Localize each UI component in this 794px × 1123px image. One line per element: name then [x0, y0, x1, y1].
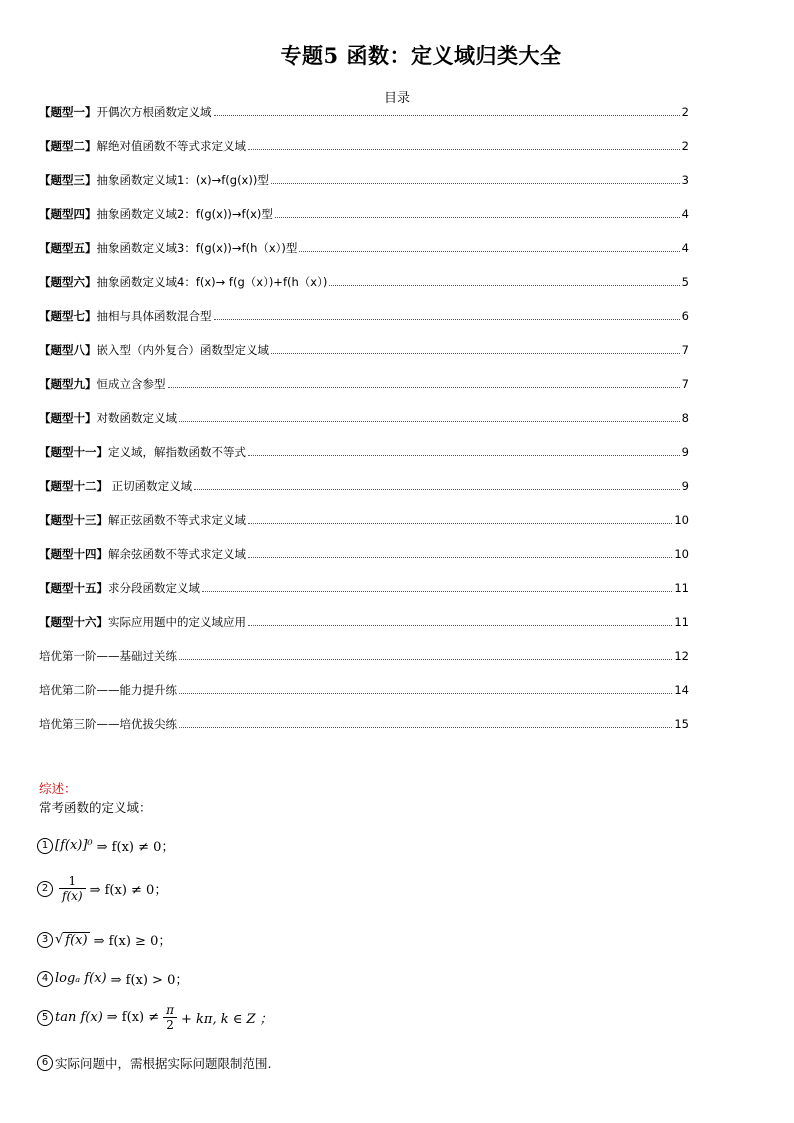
toc-entry[interactable] [39, 612, 689, 646]
toc-prefix: 【题型七】 [39, 309, 97, 323]
toc-page: 7 [681, 343, 689, 357]
formula-rhs: ⇒ f(x) ≥ 0； [93, 934, 172, 949]
toc-page: 9 [681, 445, 689, 459]
toc-entry[interactable] [39, 510, 689, 544]
toc-prefix: 【题型十一】 [39, 445, 108, 459]
toc-page: 2 [681, 105, 689, 119]
toc-prefix: 【题型三】 [39, 173, 97, 187]
toc-leader [248, 522, 672, 524]
toc-page: 6 [681, 309, 689, 323]
toc-text: 解绝对值函数不等式求定义域 [96, 139, 246, 153]
toc-page: 7 [681, 377, 689, 391]
toc-page: 12 [674, 649, 689, 663]
toc-entry[interactable] [39, 476, 689, 510]
formula-item [37, 1054, 271, 1072]
toc-page: 11 [674, 581, 689, 595]
toc-entry[interactable] [39, 170, 689, 204]
toc-text: 正切函数定义域 [108, 479, 193, 493]
toc-entry[interactable] [39, 680, 689, 714]
toc-leader [179, 692, 672, 694]
toc-page: 15 [674, 717, 689, 731]
toc-prefix: 【题型八】 [39, 343, 97, 357]
toc-text: 对数函数定义域 [96, 411, 177, 425]
toc-page: 5 [681, 275, 689, 289]
formula-rhs-pre: ⇒ f(x) ≠ [106, 1010, 160, 1025]
toc-entry[interactable] [39, 544, 689, 578]
toc-text: 抽象函数定义域4：f(x)→ f(g（x）)+f(h（x）) [96, 275, 328, 289]
item-number: 4 [37, 971, 53, 987]
formula-rhs: ⇒ f(x) ≠ 0； [89, 883, 168, 898]
toc-entry[interactable] [39, 340, 689, 374]
item-number: 6 [37, 1055, 53, 1071]
toc-text: 抽象函数定义域1：(x)→f(g(x))型 [96, 173, 269, 187]
toc-prefix: 【题型四】 [39, 207, 97, 221]
toc-text: 求分段函数定义域 [108, 581, 200, 595]
toc-text: 培优第一阶——基础过关练 [39, 649, 177, 663]
toc-text: 抽相与具体函数混合型 [96, 309, 212, 323]
toc-page: 14 [674, 683, 689, 697]
toc-leader [214, 318, 680, 320]
toc-leader [194, 488, 680, 490]
formula-item [37, 836, 174, 855]
toc-entry[interactable] [39, 646, 689, 680]
toc-prefix: 【题型二】 [39, 139, 97, 153]
toc-entry[interactable] [39, 102, 689, 136]
toc-prefix: 【题型十六】 [39, 615, 108, 629]
toc-entry[interactable] [39, 714, 689, 748]
toc-prefix: 【题型十】 [39, 411, 97, 425]
fraction-denominator: f(x) [59, 888, 86, 903]
toc-text: 抽象函数定义域3：f(g(x))→f(h（x）)型 [96, 241, 298, 255]
toc-entry[interactable] [39, 578, 689, 612]
toc-leader [271, 352, 680, 354]
page-title: 专题5 函数：定义域归类大全 [280, 43, 562, 68]
toc-leader [271, 182, 680, 184]
toc-prefix: 【题型十五】 [39, 581, 108, 595]
toc-leader [248, 556, 672, 558]
toc-text: 解余弦函数不等式求定义域 [108, 547, 246, 561]
toc-page: 2 [681, 139, 689, 153]
toc-prefix: 【题型十二】 [39, 479, 108, 493]
toc-leader [202, 590, 672, 592]
toc-leader [329, 284, 679, 286]
toc-leader [214, 114, 680, 116]
formula-lhs: [f(x)]⁰ [55, 838, 93, 853]
toc-text: 抽象函数定义域2：f(g(x))→f(x)型 [96, 207, 273, 221]
formula-lhs: tan f(x) [55, 1010, 103, 1025]
toc-prefix: 【题型一】 [39, 105, 97, 119]
item-number: 5 [37, 1010, 53, 1026]
radical-sign-icon: √ [55, 932, 64, 947]
note-text: 实际问题中，需根据实际问题限制范围. [55, 1056, 272, 1071]
toc-page: 10 [674, 547, 689, 561]
toc-prefix: 【题型九】 [39, 377, 97, 391]
toc-heading: 目录 [383, 91, 410, 106]
toc-text: 解正弦函数不等式求定义域 [108, 513, 246, 527]
toc-leader [179, 726, 672, 728]
toc-leader [299, 250, 679, 252]
summary-title: 综述： [39, 781, 77, 796]
toc-leader [275, 216, 680, 218]
toc-text: 培优第二阶——能力提升练 [39, 683, 177, 697]
toc-entry[interactable] [39, 204, 689, 238]
toc-entry[interactable] [39, 442, 689, 476]
square-root [55, 932, 90, 948]
toc-page: 4 [681, 241, 689, 255]
item-number: 1 [37, 838, 53, 854]
toc-leader [179, 420, 680, 422]
toc-leader [179, 658, 672, 660]
fraction [59, 874, 86, 903]
formula-item [37, 969, 188, 988]
toc-entry[interactable] [39, 272, 689, 306]
toc-page: 3 [681, 173, 689, 187]
toc-leader [248, 454, 680, 456]
summary-subtitle: 常考函数的定义域： [39, 800, 152, 815]
toc-page: 8 [681, 411, 689, 425]
toc-leader [248, 148, 680, 150]
toc-entry[interactable] [39, 306, 689, 340]
toc-leader [168, 386, 680, 388]
formula-item [37, 1003, 273, 1032]
toc-entry[interactable] [39, 408, 689, 442]
toc-page: 10 [674, 513, 689, 527]
fraction [163, 1003, 177, 1032]
toc-text: 嵌入型（内外复合）函数型定义域 [96, 343, 269, 357]
toc-prefix: 【题型五】 [39, 241, 97, 255]
toc-page: 9 [681, 479, 689, 493]
fraction-denominator: 2 [163, 1017, 177, 1032]
toc-text: 实际应用题中的定义域应用 [108, 615, 246, 629]
fraction-numerator: π [166, 1003, 175, 1017]
fraction-numerator: 1 [68, 874, 77, 888]
toc-text: 恒成立含参型 [96, 377, 166, 391]
formula-lhs: logₐ f(x) [55, 971, 107, 986]
toc-leader [248, 624, 672, 626]
toc-text: 培优第三阶——培优拔尖练 [39, 717, 177, 731]
radicand: f(x) [65, 932, 88, 948]
toc-entry[interactable] [39, 136, 689, 170]
toc-page: 4 [681, 207, 689, 221]
table-of-contents [39, 102, 689, 748]
toc-prefix: 【题型十四】 [39, 547, 108, 561]
toc-prefix: 【题型十三】 [39, 513, 108, 527]
toc-page: 11 [674, 615, 689, 629]
toc-text: 开偶次方根函数定义域 [96, 105, 212, 119]
toc-entry[interactable] [39, 238, 689, 272]
item-number: 3 [37, 932, 53, 948]
toc-text: 定义域，解指数函数不等式 [108, 445, 246, 459]
toc-entry[interactable] [39, 374, 689, 408]
formula-rhs-post: + kπ, k ∈ Z ； [181, 1012, 273, 1027]
toc-prefix: 【题型六】 [39, 275, 97, 289]
formula-item [37, 874, 167, 903]
formula-rhs: ⇒ f(x) ≠ 0； [96, 840, 175, 855]
item-number: 2 [37, 881, 53, 897]
formula-item [37, 930, 171, 949]
formula-rhs: ⇒ f(x) > 0； [110, 973, 189, 988]
